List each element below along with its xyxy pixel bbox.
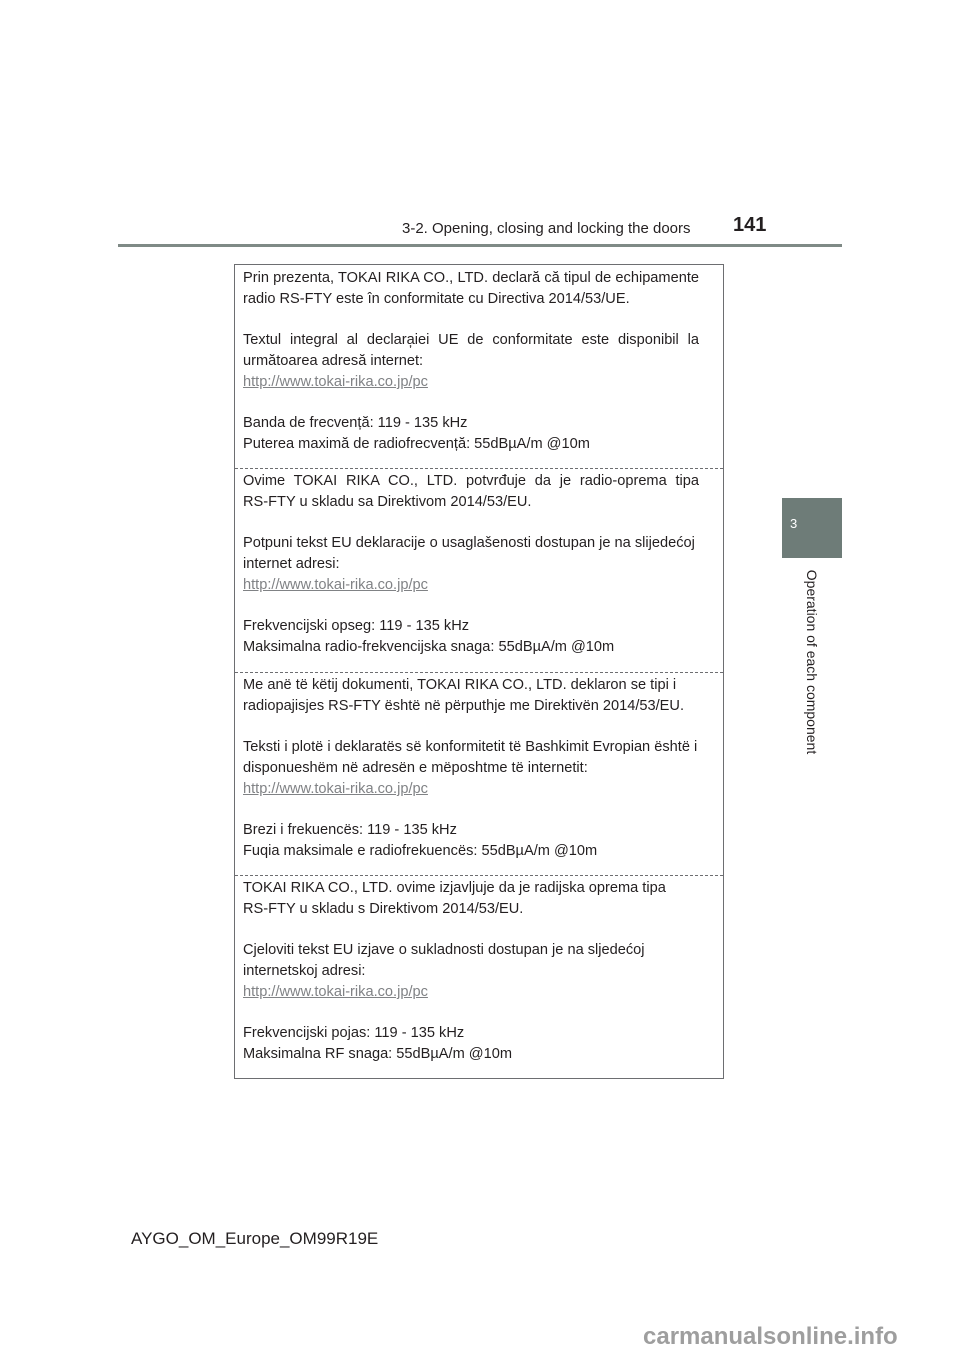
availability-line: disponueshëm në adresën e mëposhtme të internetit: bbox=[243, 760, 588, 776]
frequency-band: Banda de frecvență: 119 - 135 kHz bbox=[243, 415, 468, 431]
chapter-title: Operation of each component bbox=[804, 569, 820, 755]
declaration-box bbox=[234, 264, 724, 1079]
section-divider bbox=[235, 672, 723, 673]
chapter-tab bbox=[782, 498, 842, 558]
watermark: carmanualsonline.info bbox=[643, 1323, 898, 1350]
statement-line: RS-FTY u skladu sa Direktivom 2014/53/EU. bbox=[243, 494, 532, 510]
max-power: Puterea maximă de radiofrecvență: 55dBµA/m @10m bbox=[243, 436, 590, 452]
declaration-link[interactable]: http://www.tokai-rika.co.jp/pc bbox=[243, 374, 428, 390]
declaration-section-romanian bbox=[235, 268, 723, 455]
statement-line: Prin prezenta, TOKAI RIKA CO., LTD. declară că tipul de echipamente bbox=[243, 270, 699, 286]
availability-line: Teksti i plotë i deklaratës së konformitetit të Bashkimit Evropian është i bbox=[243, 739, 698, 755]
declaration-link[interactable]: http://www.tokai-rika.co.jp/pc bbox=[243, 984, 428, 1000]
frequency-band: Frekvencijski pojas: 119 - 135 kHz bbox=[243, 1025, 465, 1041]
chapter-number: 3 bbox=[790, 516, 798, 531]
declaration-section-albanian bbox=[235, 675, 723, 862]
frequency-band: Brezi i frekuencës: 119 - 135 kHz bbox=[243, 822, 457, 838]
header-rule bbox=[118, 244, 842, 247]
section-divider bbox=[235, 875, 723, 876]
max-power: Maksimalna RF snaga: 55dBµA/m @10m bbox=[243, 1046, 512, 1062]
statement-line: RS-FTY u skladu s Direktivom 2014/53/EU. bbox=[243, 901, 524, 917]
max-power: Fuqia maksimale e radiofrekuencës: 55dBµA/m @10m bbox=[243, 843, 598, 859]
max-power: Maksimalna radio-frekvencijska snaga: 55dBµA/m @10m bbox=[243, 639, 615, 655]
availability-line: Textul integral al declara̦iei UE de conformitate este disponibil la bbox=[243, 332, 699, 348]
document-code: AYGO_OM_Europe_OM99R19E bbox=[131, 1229, 379, 1248]
section-divider bbox=[235, 468, 723, 469]
declaration-link[interactable]: http://www.tokai-rika.co.jp/pc bbox=[243, 781, 428, 797]
declaration-link[interactable]: http://www.tokai-rika.co.jp/pc bbox=[243, 577, 428, 593]
statement-line: radio RS-FTY este în conformitate cu Directiva 2014/53/UE. bbox=[243, 291, 630, 307]
availability-line: internet adresi: bbox=[243, 556, 340, 572]
availability-line: următoarea adresă internet: bbox=[243, 353, 424, 369]
declaration-section-croatian bbox=[235, 878, 723, 1065]
declaration-section-bosnian bbox=[235, 471, 723, 658]
availability-line: Cjeloviti tekst EU izjave o sukladnosti dostupan je na sljedećoj bbox=[243, 942, 645, 958]
statement-line: Me anë të këtij dokumenti, TOKAI RIKA CO., LTD. deklaron se tipi i bbox=[243, 677, 677, 693]
statement-line: TOKAI RIKA CO., LTD. ovime izjavljuje da je radijska oprema tipa bbox=[243, 880, 666, 896]
section-title: 3-2. Opening, closing and locking the doors bbox=[402, 220, 691, 237]
availability-line: internetskoj adresi: bbox=[243, 963, 366, 979]
statement-line: radiopajisjes RS-FTY është në përputhje me Direktivën 2014/53/EU. bbox=[243, 698, 685, 714]
statement-line: Ovime TOKAI RIKA CO., LTD. potvrđuje da je radio-oprema tipa bbox=[243, 473, 699, 489]
availability-line: Potpuni tekst EU deklaracije o usaglašenosti dostupan je na slijedećoj bbox=[243, 535, 695, 551]
page-number: 141 bbox=[733, 214, 767, 236]
frequency-band: Frekvencijski opseg: 119 - 135 kHz bbox=[243, 618, 470, 634]
